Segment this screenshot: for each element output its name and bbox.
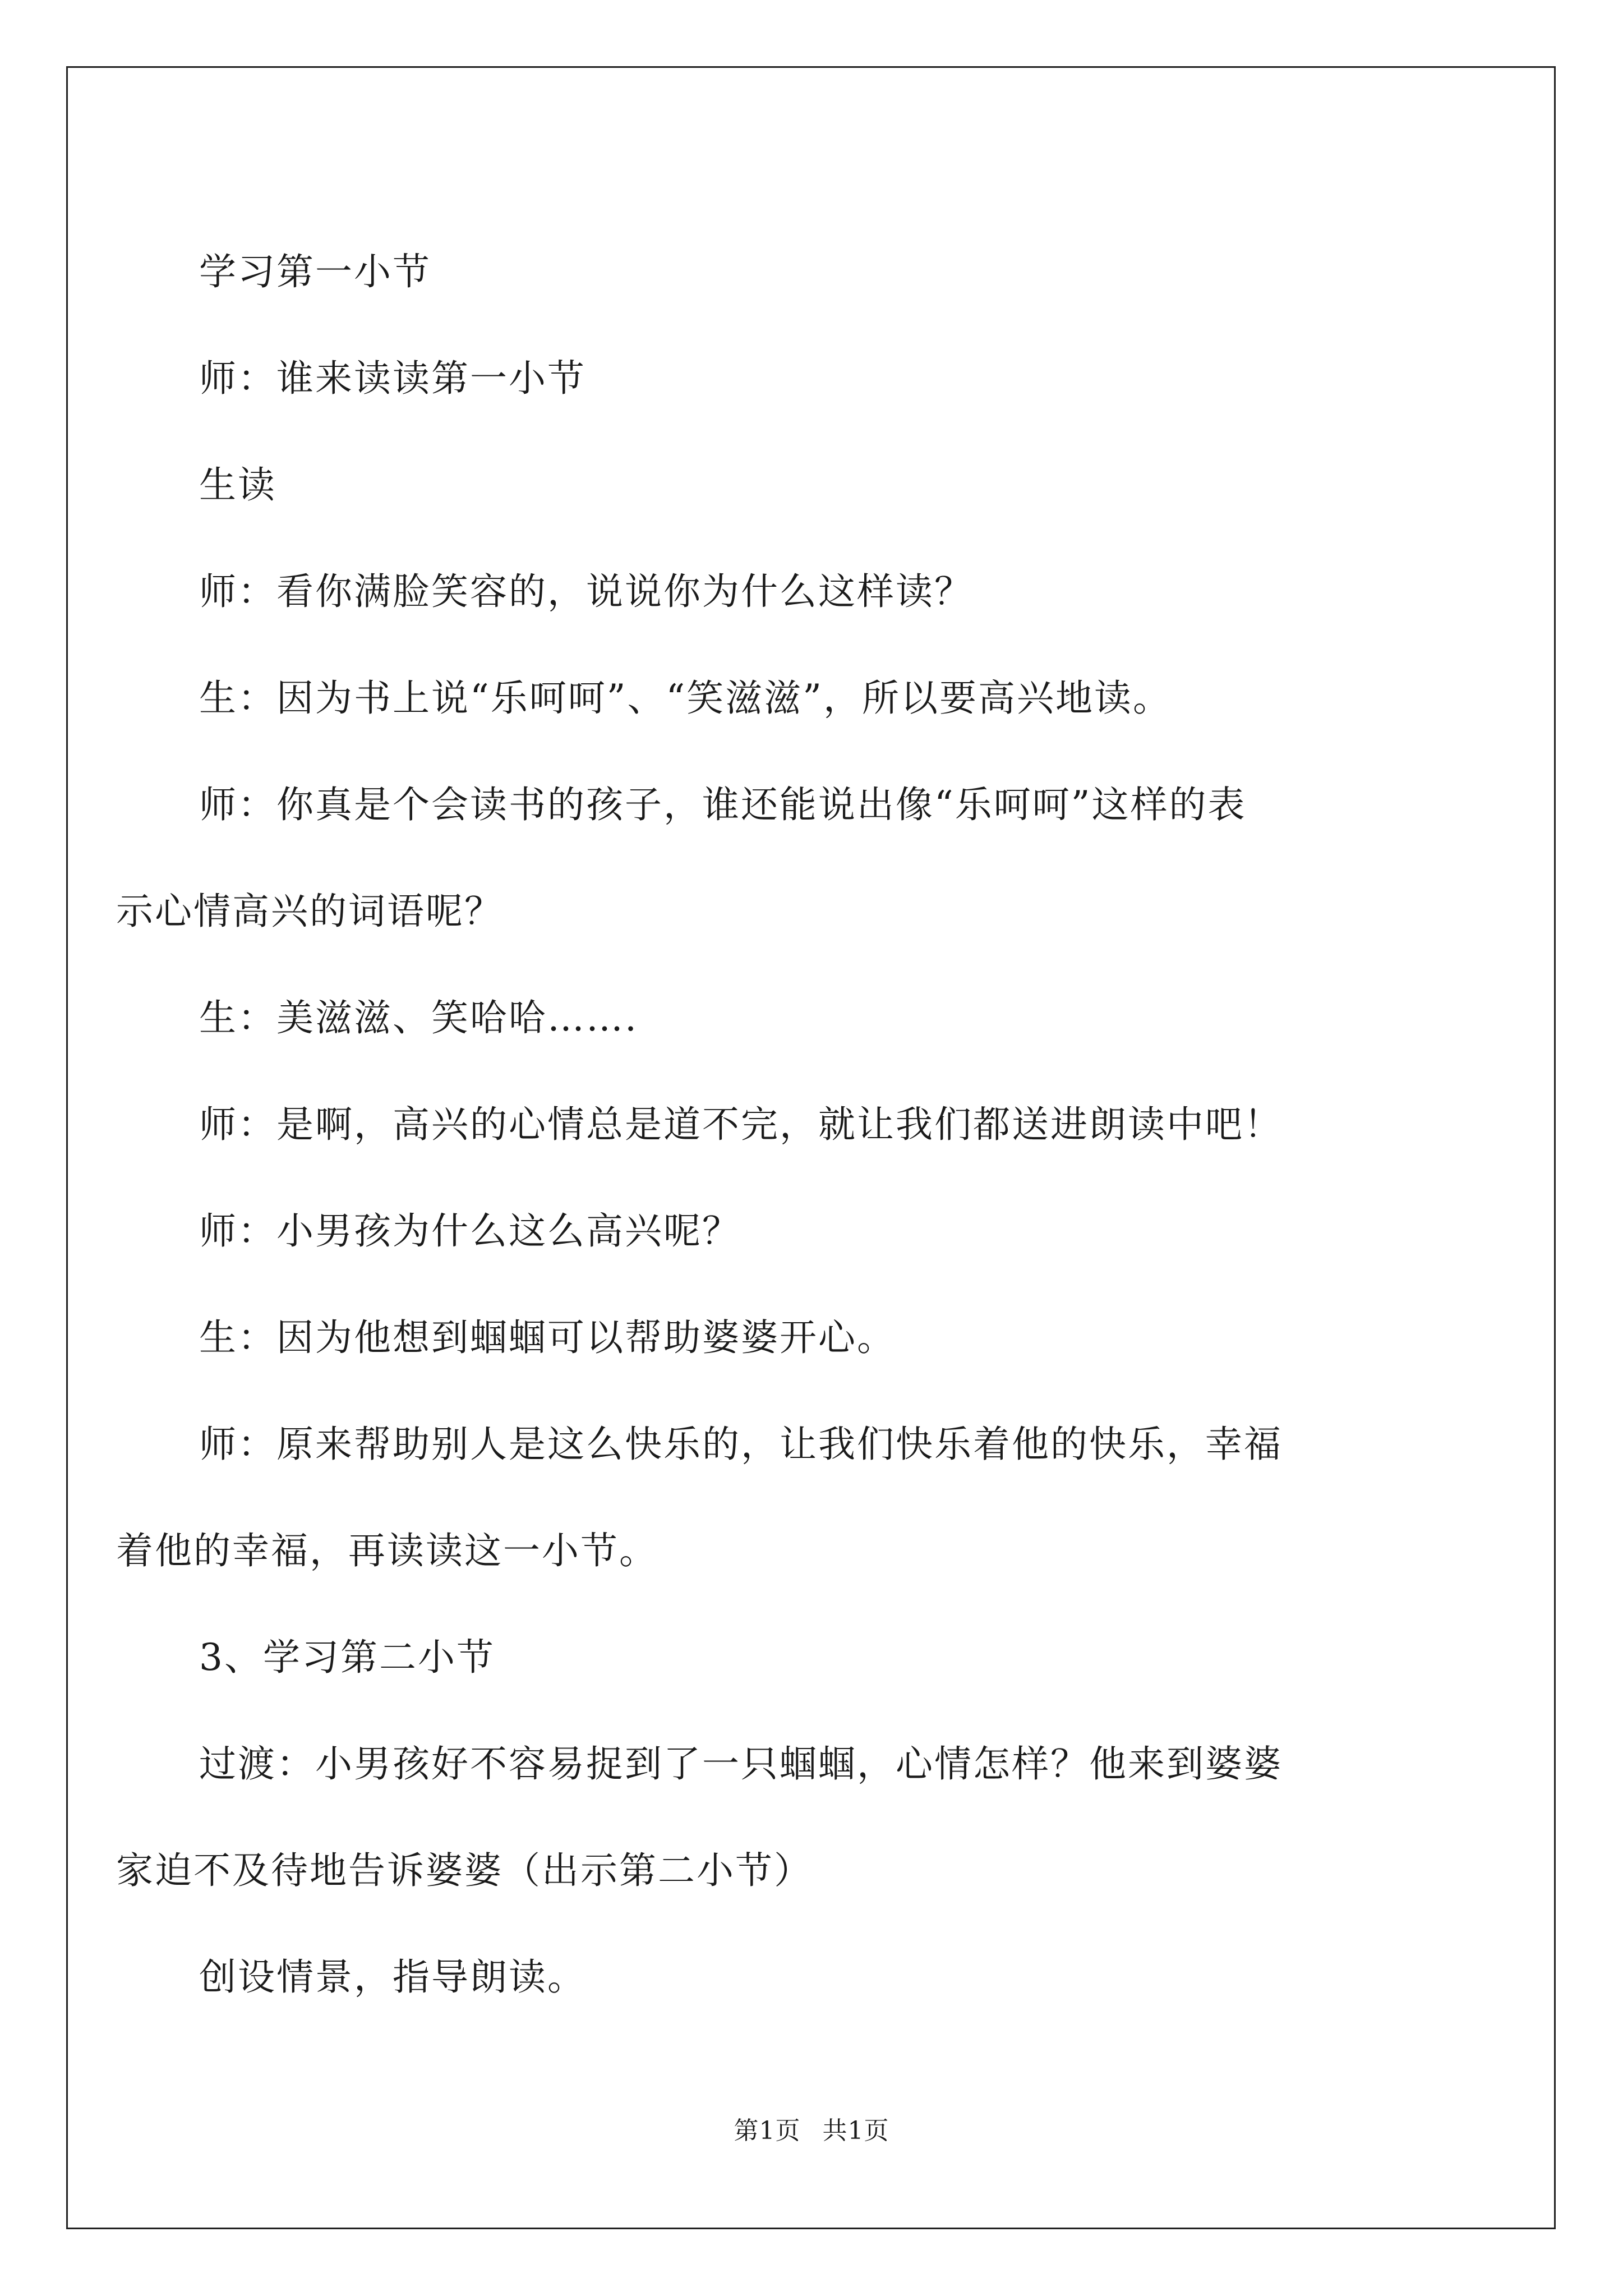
- paragraph-line: 师：看你满脸笑容的，说说你为什么这样读？: [199, 570, 973, 613]
- paragraph-11: [116, 1391, 1433, 1604]
- paragraph-6: [116, 752, 1433, 965]
- paragraph-7: [116, 965, 1433, 1071]
- paragraph-line: 过渡：小男孩好不容易捉到了一只蝈蝈，心情怎样？他来到婆婆: [199, 1742, 1283, 1786]
- paragraph-2: [116, 325, 1433, 432]
- paragraph-line: 师：是啊，高兴的心情总是道不完，就让我们都送进朗读中吧！: [199, 1103, 1283, 1146]
- paragraph-line: 师：小男孩为什么这么高兴呢？: [199, 1209, 741, 1253]
- paragraph-5: [116, 645, 1433, 752]
- paragraph-line: 生：因为他想到蝈蝈可以帮助婆婆开心。: [199, 1316, 896, 1359]
- paragraph-line: 生读: [199, 463, 276, 507]
- paragraph-14: [116, 1924, 1433, 2031]
- paragraph-line: 3、学习第二小节: [199, 1636, 495, 1679]
- paragraph-line: 师：原来帮助别人是这么快乐的，让我们快乐着他的快乐，幸福: [199, 1423, 1283, 1466]
- paragraph-line: 师：你真是个会读书的孩子，谁还能说出像“乐呵呵”这样的表: [199, 783, 1247, 826]
- paragraph-line: 生：因为书上说“乐呵呵”、“笑滋滋”，所以要高兴地读。: [199, 677, 1172, 720]
- paragraph-1: [116, 219, 1433, 325]
- paragraph-line: 生：美滋滋、笑哈哈…….: [199, 996, 638, 1039]
- paragraph-line-continued: 着他的幸福，再读读这一小节。: [116, 1529, 658, 1572]
- paragraph-13: [116, 1711, 1433, 1924]
- paragraph-12: [116, 1604, 1433, 1711]
- document-body: [116, 219, 1433, 2031]
- paragraph-line: 创设情景，指导朗读。: [199, 1955, 586, 1999]
- paragraph-10: [116, 1285, 1433, 1391]
- paragraph-line: 师：谁来读读第一小节: [199, 357, 586, 400]
- paragraph-9: [116, 1178, 1433, 1285]
- paragraph-line: 学习第一小节: [199, 250, 431, 293]
- paragraph-line-continued: 示心情高兴的词语呢？: [116, 890, 503, 933]
- paragraph-4: [116, 539, 1433, 645]
- page-number-current: 第1页: [734, 2116, 801, 2145]
- paragraph-line-continued: 家迫不及待地告诉婆婆（出示第二小节）: [116, 1849, 813, 1892]
- page-number-total: 共1页: [822, 2116, 889, 2145]
- paragraph-8: [116, 1071, 1433, 1178]
- paragraph-3: [116, 432, 1433, 539]
- page-footer: [0, 2110, 1623, 2146]
